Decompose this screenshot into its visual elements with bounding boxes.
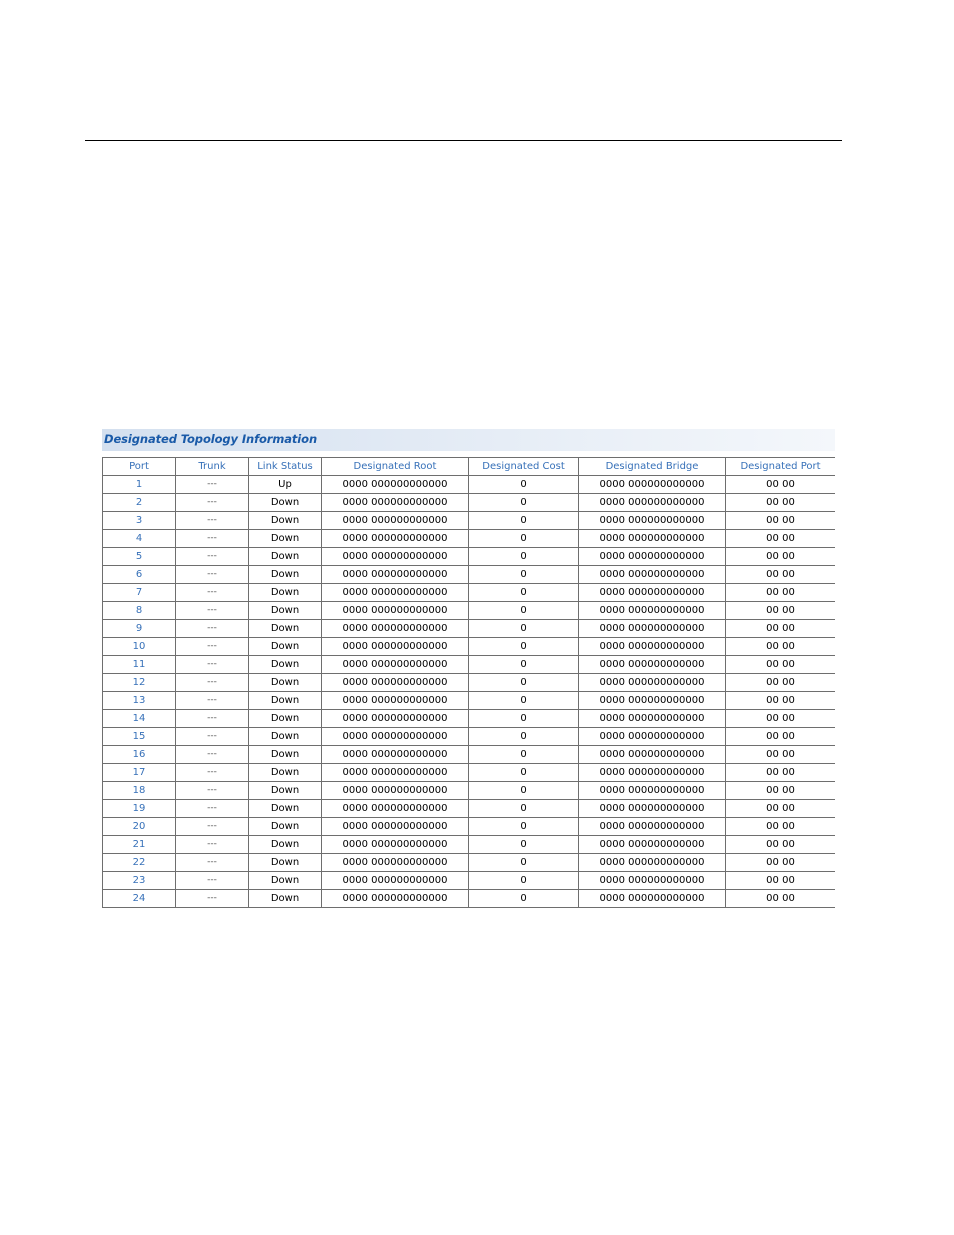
- designated-bridge-cell: 0000 000000000000: [579, 638, 726, 656]
- table-row: [103, 854, 836, 872]
- link-status-cell: Up: [249, 476, 322, 494]
- designated-cost-cell: 0: [469, 764, 579, 782]
- trunk-cell: ---: [176, 584, 249, 602]
- column-header-designated-cost: Designated Cost: [469, 458, 579, 476]
- trunk-cell: ---: [176, 512, 249, 530]
- trunk-cell: ---: [176, 728, 249, 746]
- designated-port-cell: 00 00: [726, 836, 836, 854]
- trunk-cell: ---: [176, 656, 249, 674]
- link-status-cell: Down: [249, 584, 322, 602]
- designated-port-cell: 00 00: [726, 800, 836, 818]
- designated-root-cell: 0000 000000000000: [322, 836, 469, 854]
- designated-cost-cell: 0: [469, 530, 579, 548]
- trunk-cell: ---: [176, 818, 249, 836]
- trunk-cell: ---: [176, 800, 249, 818]
- designated-port-cell: 00 00: [726, 764, 836, 782]
- designated-root-cell: 0000 000000000000: [322, 692, 469, 710]
- table-row: [103, 746, 836, 764]
- designated-bridge-cell: 0000 000000000000: [579, 890, 726, 908]
- table-row: [103, 782, 836, 800]
- designated-bridge-cell: 0000 000000000000: [579, 476, 726, 494]
- designated-root-cell: 0000 000000000000: [322, 620, 469, 638]
- designated-bridge-cell: 0000 000000000000: [579, 728, 726, 746]
- link-status-cell: Down: [249, 746, 322, 764]
- designated-port-cell: 00 00: [726, 890, 836, 908]
- port-link[interactable]: 5: [103, 548, 176, 566]
- designated-bridge-cell: 0000 000000000000: [579, 530, 726, 548]
- designated-root-cell: 0000 000000000000: [322, 890, 469, 908]
- table-row: [103, 674, 836, 692]
- designated-port-cell: 00 00: [726, 782, 836, 800]
- designated-root-cell: 0000 000000000000: [322, 854, 469, 872]
- designated-port-cell: 00 00: [726, 854, 836, 872]
- trunk-cell: ---: [176, 746, 249, 764]
- designated-root-cell: 0000 000000000000: [322, 674, 469, 692]
- table-row: [103, 872, 836, 890]
- port-link[interactable]: 4: [103, 530, 176, 548]
- column-header-designated-port: Designated Port: [726, 458, 836, 476]
- port-link[interactable]: 10: [103, 638, 176, 656]
- designated-bridge-cell: 0000 000000000000: [579, 548, 726, 566]
- table-row: [103, 602, 836, 620]
- designated-root-cell: 0000 000000000000: [322, 764, 469, 782]
- designated-cost-cell: 0: [469, 818, 579, 836]
- designated-cost-cell: 0: [469, 602, 579, 620]
- table-row: [103, 512, 836, 530]
- designated-bridge-cell: 0000 000000000000: [579, 782, 726, 800]
- link-status-cell: Down: [249, 656, 322, 674]
- designated-port-cell: 00 00: [726, 728, 836, 746]
- designated-cost-cell: 0: [469, 890, 579, 908]
- designated-bridge-cell: 0000 000000000000: [579, 836, 726, 854]
- designated-port-cell: 00 00: [726, 710, 836, 728]
- port-link[interactable]: 3: [103, 512, 176, 530]
- designated-cost-cell: 0: [469, 800, 579, 818]
- column-header-trunk: Trunk: [176, 458, 249, 476]
- designated-cost-cell: 0: [469, 548, 579, 566]
- table-row: [103, 566, 836, 584]
- port-link[interactable]: 13: [103, 692, 176, 710]
- designated-bridge-cell: 0000 000000000000: [579, 764, 726, 782]
- port-link[interactable]: 20: [103, 818, 176, 836]
- port-link[interactable]: 24: [103, 890, 176, 908]
- designated-cost-cell: 0: [469, 620, 579, 638]
- designated-root-cell: 0000 000000000000: [322, 530, 469, 548]
- table-row: [103, 494, 836, 512]
- port-link[interactable]: 18: [103, 782, 176, 800]
- designated-bridge-cell: 0000 000000000000: [579, 746, 726, 764]
- designated-bridge-cell: 0000 000000000000: [579, 872, 726, 890]
- designated-bridge-cell: 0000 000000000000: [579, 692, 726, 710]
- column-header-designated-bridge: Designated Bridge: [579, 458, 726, 476]
- designated-port-cell: 00 00: [726, 746, 836, 764]
- designated-topology-table: [102, 457, 835, 908]
- table-row: [103, 800, 836, 818]
- link-status-cell: Down: [249, 782, 322, 800]
- designated-port-cell: 00 00: [726, 530, 836, 548]
- link-status-cell: Down: [249, 890, 322, 908]
- table-row: [103, 710, 836, 728]
- designated-cost-cell: 0: [469, 872, 579, 890]
- table-row: [103, 692, 836, 710]
- designated-port-cell: 00 00: [726, 476, 836, 494]
- port-link[interactable]: 1: [103, 476, 176, 494]
- link-status-cell: Down: [249, 854, 322, 872]
- designated-root-cell: 0000 000000000000: [322, 710, 469, 728]
- port-link[interactable]: 21: [103, 836, 176, 854]
- designated-root-cell: 0000 000000000000: [322, 602, 469, 620]
- port-link[interactable]: 2: [103, 494, 176, 512]
- port-link[interactable]: 11: [103, 656, 176, 674]
- designated-port-cell: 00 00: [726, 566, 836, 584]
- link-status-cell: Down: [249, 872, 322, 890]
- designated-bridge-cell: 0000 000000000000: [579, 710, 726, 728]
- designated-bridge-cell: 0000 000000000000: [579, 854, 726, 872]
- trunk-cell: ---: [176, 494, 249, 512]
- designated-bridge-cell: 0000 000000000000: [579, 800, 726, 818]
- port-link[interactable]: 6: [103, 566, 176, 584]
- link-status-cell: Down: [249, 818, 322, 836]
- link-status-cell: Down: [249, 620, 322, 638]
- designated-port-cell: 00 00: [726, 584, 836, 602]
- link-status-cell: Down: [249, 530, 322, 548]
- table-row: [103, 638, 836, 656]
- column-header-designated-root: Designated Root: [322, 458, 469, 476]
- designated-bridge-cell: 0000 000000000000: [579, 566, 726, 584]
- designated-cost-cell: 0: [469, 854, 579, 872]
- designated-root-cell: 0000 000000000000: [322, 872, 469, 890]
- link-status-cell: Down: [249, 602, 322, 620]
- designated-cost-cell: 0: [469, 584, 579, 602]
- designated-port-cell: 00 00: [726, 620, 836, 638]
- trunk-cell: ---: [176, 566, 249, 584]
- table-row: [103, 656, 836, 674]
- table-row: [103, 836, 836, 854]
- link-status-cell: Down: [249, 692, 322, 710]
- link-status-cell: Down: [249, 728, 322, 746]
- trunk-cell: ---: [176, 692, 249, 710]
- port-link[interactable]: 17: [103, 764, 176, 782]
- designated-root-cell: 0000 000000000000: [322, 512, 469, 530]
- link-status-cell: Down: [249, 638, 322, 656]
- designated-bridge-cell: 0000 000000000000: [579, 818, 726, 836]
- trunk-cell: ---: [176, 476, 249, 494]
- trunk-cell: ---: [176, 638, 249, 656]
- table-body: [103, 476, 836, 908]
- table-row: [103, 476, 836, 494]
- designated-root-cell: 0000 000000000000: [322, 476, 469, 494]
- designated-root-cell: 0000 000000000000: [322, 548, 469, 566]
- designated-cost-cell: 0: [469, 494, 579, 512]
- designated-root-cell: 0000 000000000000: [322, 584, 469, 602]
- designated-bridge-cell: 0000 000000000000: [579, 656, 726, 674]
- port-link[interactable]: 12: [103, 674, 176, 692]
- port-link[interactable]: 16: [103, 746, 176, 764]
- port-link[interactable]: 22: [103, 854, 176, 872]
- link-status-cell: Down: [249, 764, 322, 782]
- trunk-cell: ---: [176, 620, 249, 638]
- top-divider: [85, 140, 842, 141]
- link-status-cell: Down: [249, 566, 322, 584]
- designated-cost-cell: 0: [469, 656, 579, 674]
- trunk-cell: ---: [176, 602, 249, 620]
- designated-cost-cell: 0: [469, 710, 579, 728]
- column-header-link-status: Link Status: [249, 458, 322, 476]
- link-status-cell: Down: [249, 512, 322, 530]
- designated-bridge-cell: 0000 000000000000: [579, 512, 726, 530]
- designated-port-cell: 00 00: [726, 872, 836, 890]
- designated-cost-cell: 0: [469, 692, 579, 710]
- trunk-cell: ---: [176, 674, 249, 692]
- link-status-cell: Down: [249, 494, 322, 512]
- designated-cost-cell: 0: [469, 746, 579, 764]
- table-row: [103, 890, 836, 908]
- designated-cost-cell: 0: [469, 728, 579, 746]
- designated-topology-panel: [102, 429, 835, 911]
- designated-bridge-cell: 0000 000000000000: [579, 620, 726, 638]
- table-row: [103, 620, 836, 638]
- designated-root-cell: 0000 000000000000: [322, 746, 469, 764]
- designated-root-cell: 0000 000000000000: [322, 566, 469, 584]
- trunk-cell: ---: [176, 764, 249, 782]
- trunk-cell: ---: [176, 836, 249, 854]
- designated-root-cell: 0000 000000000000: [322, 800, 469, 818]
- designated-cost-cell: 0: [469, 836, 579, 854]
- table-row: [103, 584, 836, 602]
- designated-root-cell: 0000 000000000000: [322, 782, 469, 800]
- designated-bridge-cell: 0000 000000000000: [579, 494, 726, 512]
- designated-bridge-cell: 0000 000000000000: [579, 674, 726, 692]
- trunk-cell: ---: [176, 710, 249, 728]
- table-viewport: [102, 457, 835, 911]
- designated-bridge-cell: 0000 000000000000: [579, 584, 726, 602]
- trunk-cell: ---: [176, 548, 249, 566]
- table-row: [103, 818, 836, 836]
- link-status-cell: Down: [249, 674, 322, 692]
- port-link[interactable]: 23: [103, 872, 176, 890]
- designated-port-cell: 00 00: [726, 638, 836, 656]
- link-status-cell: Down: [249, 710, 322, 728]
- designated-port-cell: 00 00: [726, 692, 836, 710]
- port-link[interactable]: 14: [103, 710, 176, 728]
- link-status-cell: Down: [249, 800, 322, 818]
- designated-port-cell: 00 00: [726, 674, 836, 692]
- designated-port-cell: 00 00: [726, 494, 836, 512]
- designated-root-cell: 0000 000000000000: [322, 818, 469, 836]
- designated-port-cell: 00 00: [726, 818, 836, 836]
- designated-cost-cell: 0: [469, 566, 579, 584]
- link-status-cell: Down: [249, 836, 322, 854]
- designated-cost-cell: 0: [469, 512, 579, 530]
- designated-cost-cell: 0: [469, 674, 579, 692]
- port-link[interactable]: 8: [103, 602, 176, 620]
- table-row: [103, 530, 836, 548]
- table-row: [103, 764, 836, 782]
- port-link[interactable]: 9: [103, 620, 176, 638]
- port-link[interactable]: 15: [103, 728, 176, 746]
- trunk-cell: ---: [176, 782, 249, 800]
- port-link[interactable]: 19: [103, 800, 176, 818]
- designated-cost-cell: 0: [469, 476, 579, 494]
- designated-port-cell: 00 00: [726, 602, 836, 620]
- port-link[interactable]: 7: [103, 584, 176, 602]
- column-header-port: Port: [103, 458, 176, 476]
- designated-cost-cell: 0: [469, 782, 579, 800]
- designated-port-cell: 00 00: [726, 656, 836, 674]
- trunk-cell: ---: [176, 854, 249, 872]
- designated-root-cell: 0000 000000000000: [322, 494, 469, 512]
- link-status-cell: Down: [249, 548, 322, 566]
- trunk-cell: ---: [176, 530, 249, 548]
- designated-root-cell: 0000 000000000000: [322, 656, 469, 674]
- table-header-row: [103, 458, 836, 476]
- designated-root-cell: 0000 000000000000: [322, 638, 469, 656]
- designated-root-cell: 0000 000000000000: [322, 728, 469, 746]
- designated-port-cell: 00 00: [726, 548, 836, 566]
- table-row: [103, 548, 836, 566]
- trunk-cell: ---: [176, 872, 249, 890]
- designated-port-cell: 00 00: [726, 512, 836, 530]
- panel-title: Designated Topology Information: [102, 429, 835, 451]
- trunk-cell: ---: [176, 890, 249, 908]
- designated-bridge-cell: 0000 000000000000: [579, 602, 726, 620]
- table-row: [103, 728, 836, 746]
- designated-cost-cell: 0: [469, 638, 579, 656]
